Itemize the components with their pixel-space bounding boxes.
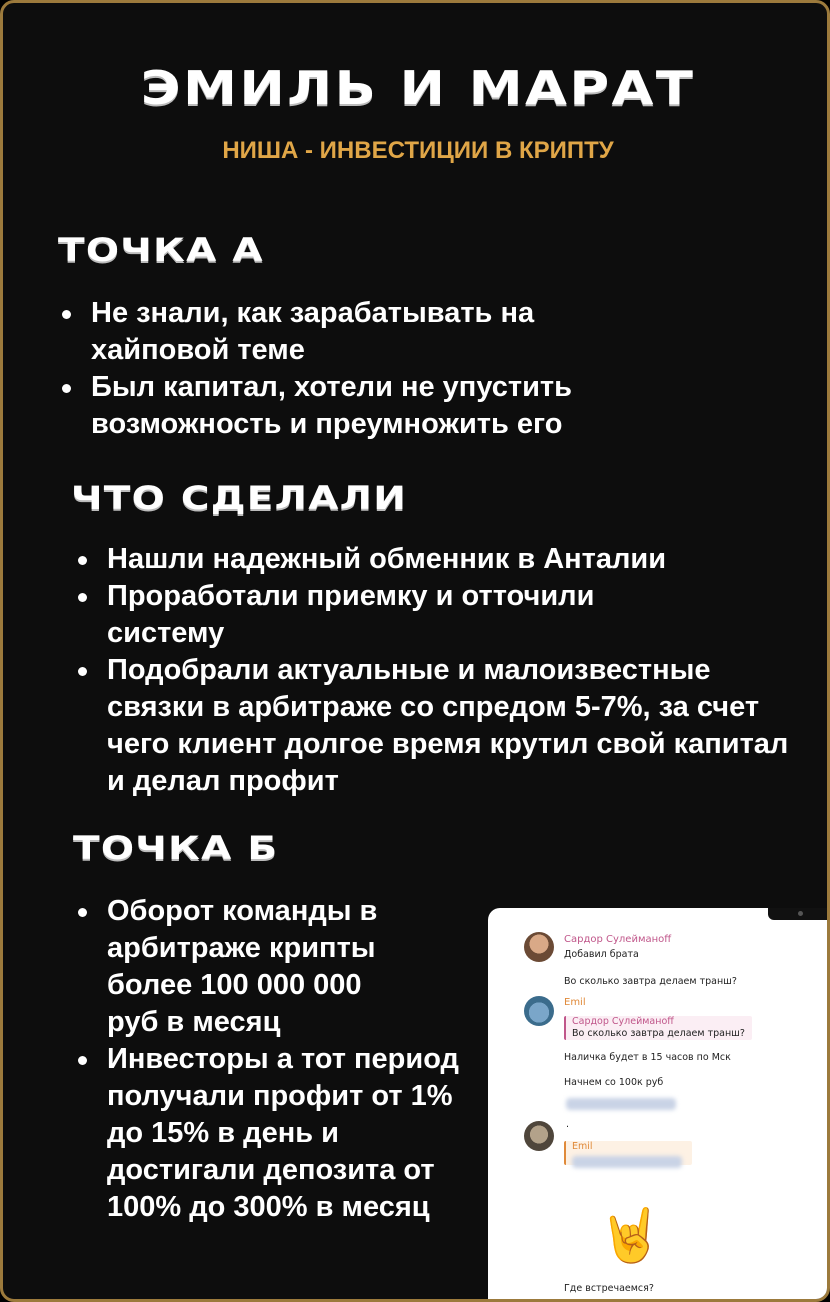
message-sender: Сардор Сулейманoff [564, 934, 672, 945]
list-item: Подобрали актуальные и малоизвестные связки в арбитраже со спредом 5-7%, за счет чего клиент долгое время крутил свой капитал и делал профит [74, 652, 789, 800]
quote-sender: Emil [572, 1141, 593, 1152]
rock-on-emoji: 🤘 [598, 1206, 663, 1266]
chat-screenshot [488, 908, 830, 1302]
message-text: Начнем со 100к руб [564, 1077, 664, 1088]
message-text: . [566, 1119, 570, 1130]
list-item: Оборот команды в арбитраже крипты более 100 000 000 руб в месяц [74, 893, 469, 1041]
point-a-heading: ТОЧКА А [58, 231, 264, 269]
point-b-list [74, 893, 469, 1226]
list-item: Был капитал, хотели не упустить возможность и преумножить его [58, 369, 658, 443]
quote-sender: Сардор Сулейманoff [572, 1016, 674, 1027]
blurred-username [566, 1098, 676, 1110]
message-text: Наличка будет в 15 часов по Мск [564, 1052, 731, 1063]
list-item: Не знали, как зарабатывать на хайповой теме [58, 295, 658, 369]
list-item: Нашли надежный обменник в Анталии [74, 541, 789, 578]
list-item: Инвесторы а тот период получали профит от 1% до 15% в день и достигали депозита от 100% до 300% в месяц [74, 1041, 469, 1226]
point-b-heading: ТОЧКА Б [73, 829, 279, 867]
message-text: Во сколько завтра делаем транш? [564, 976, 737, 987]
avatar [524, 1121, 554, 1151]
message-sender: Emil [564, 997, 586, 1008]
avatar [524, 996, 554, 1026]
point-a-list [58, 295, 658, 443]
blurred-username [572, 1156, 682, 1168]
done-list [74, 541, 789, 800]
page-title: ЭМИЛЬ И МАРАТ [140, 61, 696, 115]
message-text: Где встречаемся? [564, 1283, 654, 1294]
niche-subtitle: НИША - ИНВЕСТИЦИИ В КРИПТУ [222, 137, 614, 164]
avatar [524, 932, 554, 962]
message-text: Добавил брата [564, 949, 639, 960]
reply-quote [564, 1016, 752, 1040]
done-heading: ЧТО СДЕЛАЛИ [71, 479, 408, 517]
list-item: Проработали приемку и отточили систему [74, 578, 789, 652]
window-bar [768, 908, 830, 920]
quote-text: Во сколько завтра делаем транш? [572, 1028, 745, 1039]
